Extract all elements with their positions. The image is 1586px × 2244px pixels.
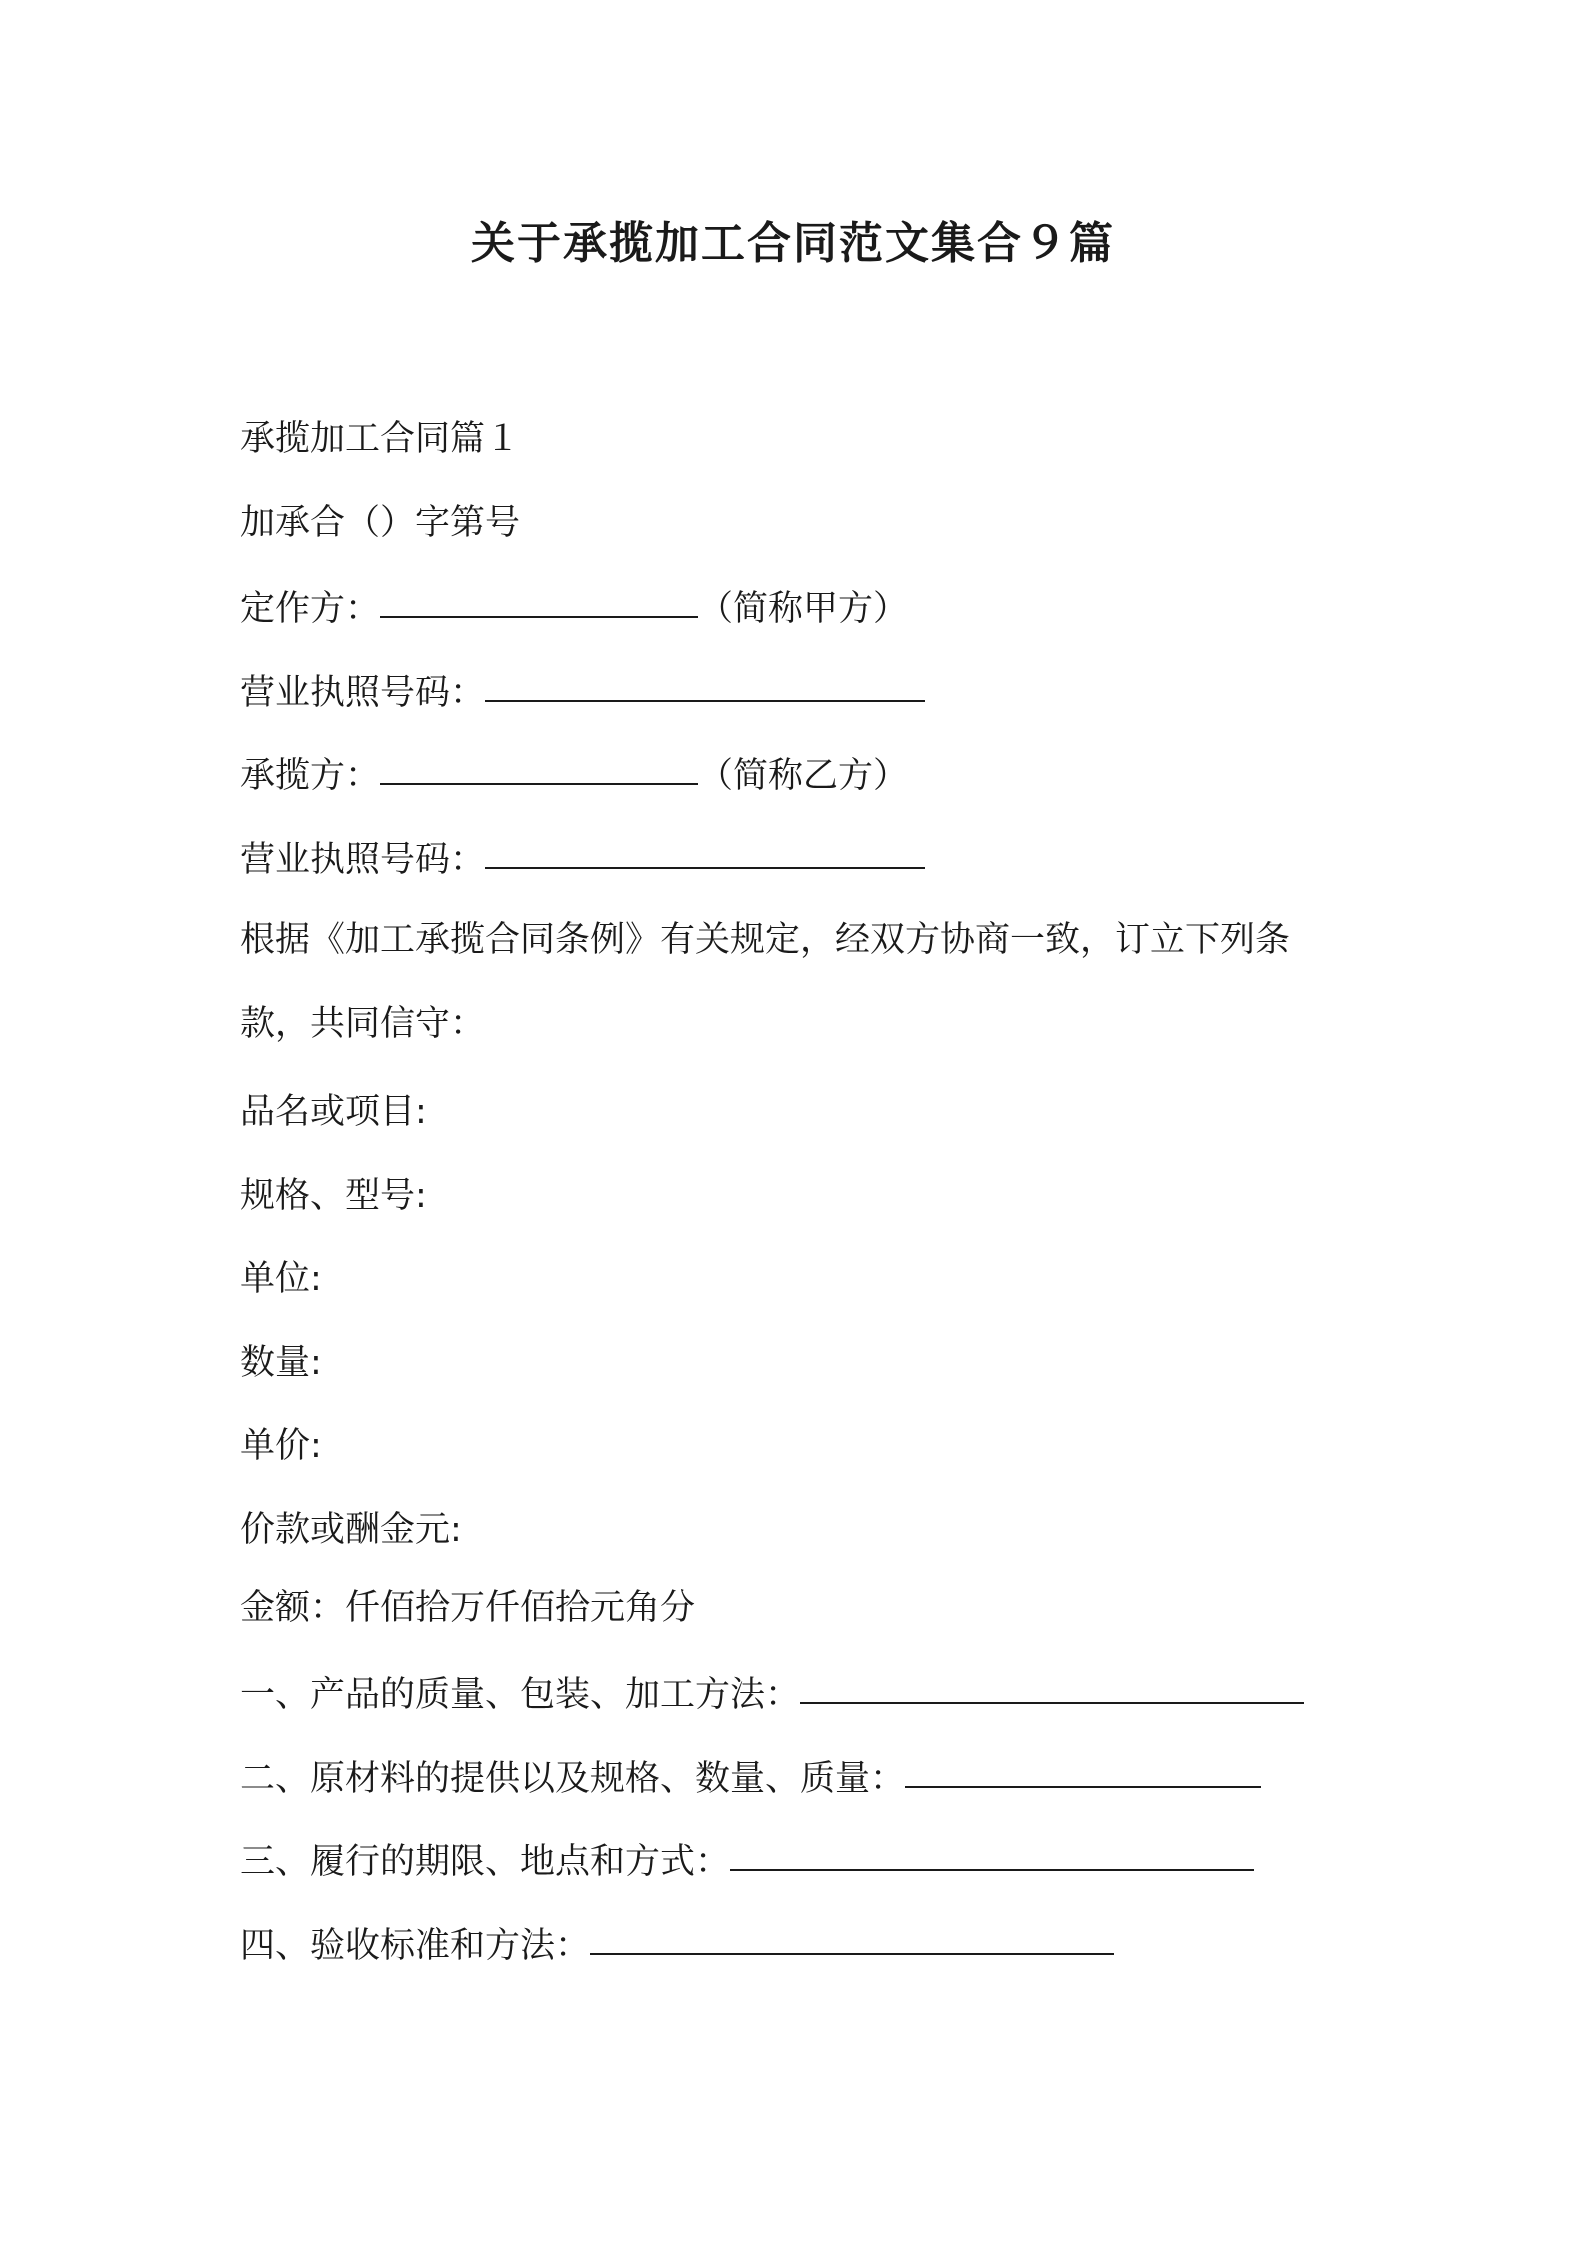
clause-2-line — [240, 1752, 1261, 1803]
clause-1-blank[interactable] — [800, 1666, 1304, 1704]
party-a-blank[interactable] — [380, 580, 698, 618]
unit-field: 单位: — [240, 1259, 322, 1299]
party-a-suffix: （简称甲方） — [698, 589, 909, 629]
clause-2-label: 二、原材料的提供以及规格、数量、质量： — [240, 1759, 906, 1799]
item-name-field: 品名或项目: — [240, 1092, 427, 1132]
quantity-field: 数量: — [240, 1343, 322, 1383]
license-b-blank[interactable] — [485, 831, 925, 869]
amount-field: 金额：仟佰拾万仟佰拾元角分 — [240, 1588, 696, 1628]
section-heading: 承揽加工合同篇１ — [240, 419, 521, 459]
license-a-blank[interactable] — [485, 664, 925, 702]
license-a-line — [240, 666, 925, 717]
clause-4-label: 四、验收标准和方法： — [240, 1926, 591, 1966]
intro-paragraph-line-1: 根据《加工承揽合同条例》有关规定，经双方协商一致，订立下列条 — [240, 920, 1291, 960]
clause-3-label: 三、履行的期限、地点和方式： — [240, 1842, 731, 1882]
clause-1-line — [240, 1668, 1304, 1719]
document-title: 关于承揽加工合同范文集合９篇 — [471, 218, 1115, 269]
party-b-label: 承揽方： — [240, 756, 381, 796]
unit-price-field: 单价: — [240, 1426, 322, 1466]
party-a-label: 定作方： — [240, 589, 381, 629]
party-b-blank[interactable] — [380, 747, 698, 785]
license-b-label: 营业执照号码： — [240, 840, 486, 880]
clause-2-blank[interactable] — [905, 1750, 1261, 1788]
intro-paragraph-line-2: 款，共同信守： — [240, 1004, 486, 1044]
clause-4-line — [240, 1919, 1114, 1970]
clause-4-blank[interactable] — [590, 1917, 1114, 1955]
party-a-line — [240, 582, 908, 633]
contract-number: 加承合（）字第号 — [240, 503, 521, 543]
clause-3-blank[interactable] — [730, 1833, 1254, 1871]
clause-3-line — [240, 1835, 1254, 1886]
party-b-suffix: （简称乙方） — [698, 756, 909, 796]
license-a-label: 营业执照号码： — [240, 673, 486, 713]
payment-field: 价款或酬金元: — [240, 1510, 462, 1550]
party-b-line — [240, 749, 908, 800]
spec-field: 规格、型号: — [240, 1176, 427, 1216]
license-b-line — [240, 833, 925, 884]
clause-1-label: 一、产品的质量、包装、加工方法： — [240, 1675, 801, 1715]
